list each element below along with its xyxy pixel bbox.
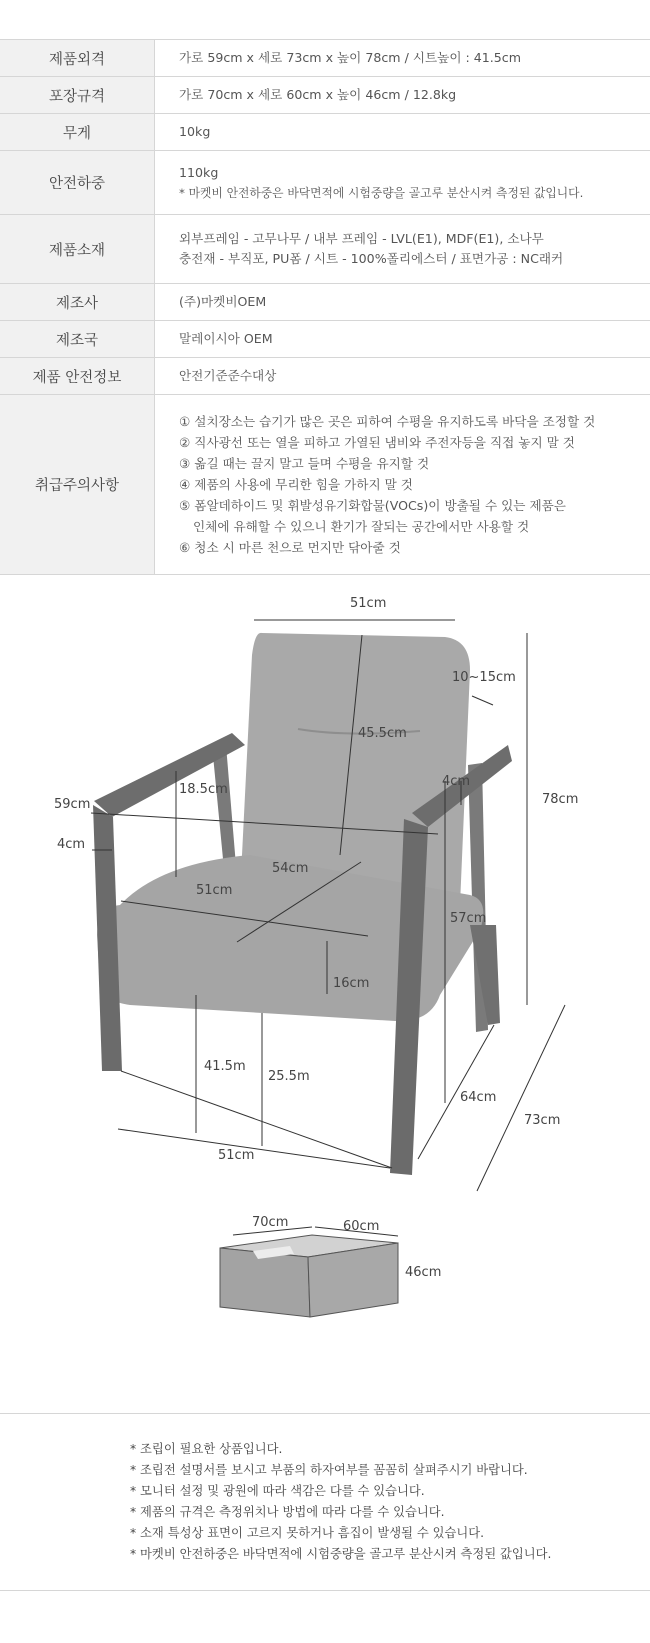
spec-value: 안전기준준수대상 bbox=[155, 358, 650, 395]
dim-seat-height: 41.5m bbox=[204, 1059, 246, 1074]
care-item: ① 설치장소는 습기가 많은 곳은 피하여 수평을 유지하도록 바닥을 조정할 것 bbox=[179, 414, 596, 429]
spec-table bbox=[0, 39, 650, 575]
care-item: 인체에 유해할 수 있으니 환기가 잘되는 공간에서만 사용할 것 bbox=[193, 519, 530, 534]
spec-row bbox=[0, 114, 650, 151]
box-height: 46cm bbox=[405, 1265, 442, 1280]
spec-row bbox=[0, 151, 650, 215]
box-width: 70cm bbox=[252, 1215, 289, 1230]
spec-label: 제품소재 bbox=[0, 215, 155, 284]
spec-value bbox=[155, 151, 650, 215]
spec-label: 제품 안전정보 bbox=[0, 358, 155, 395]
spec-label: 취급주의사항 bbox=[0, 395, 155, 575]
product-notes bbox=[130, 1439, 630, 1565]
spec-row bbox=[0, 395, 650, 575]
dim-cushion-thickness: 16cm bbox=[333, 976, 370, 991]
dim-total-width: 59cm bbox=[54, 797, 91, 812]
material-line-2: 충전재 - 부직포, PU폼 / 시트 - 100%폴리에스터 / 표면가공 : NC래커 bbox=[179, 251, 564, 266]
note-item: * 모니터 설정 및 광원에 따라 색감은 다를 수 있습니다. bbox=[130, 1484, 425, 1498]
care-item: ④ 제품의 사용에 무리한 힘을 가하지 말 것 bbox=[179, 477, 413, 492]
spec-label: 제조국 bbox=[0, 321, 155, 358]
dim-total-depth: 73cm bbox=[524, 1113, 561, 1128]
care-instructions bbox=[155, 395, 650, 575]
care-item: ② 직사광선 또는 열을 피하고 가열된 냄비와 주전자등을 직접 놓지 말 것 bbox=[179, 435, 575, 450]
care-item: ⑥ 청소 시 마른 천으로 먼지만 닦아줄 것 bbox=[179, 540, 401, 555]
care-item: ⑤ 폼알데하이드 및 휘발성유기화합물(VOCs)이 방출될 수 있는 제품은 bbox=[179, 498, 566, 513]
bottom-divider bbox=[0, 1590, 650, 1591]
dim-arm-width-right: 4cm bbox=[442, 774, 471, 789]
spec-row bbox=[0, 215, 650, 284]
dim-base-width: 51cm bbox=[218, 1148, 255, 1163]
spec-value: 10kg bbox=[155, 114, 650, 151]
spec-row bbox=[0, 77, 650, 114]
spec-row bbox=[0, 321, 650, 358]
spec-label: 포장규격 bbox=[0, 77, 155, 114]
dim-arm-width: 4cm bbox=[57, 837, 86, 852]
dim-seat-width: 51cm bbox=[196, 883, 233, 898]
spec-label: 무게 bbox=[0, 114, 155, 151]
safety-load-value: 110kg bbox=[179, 164, 219, 180]
spec-value: 말레이시아 OEM bbox=[155, 321, 650, 358]
spec-label: 안전하중 bbox=[0, 151, 155, 215]
dim-seat-depth: 54cm bbox=[272, 861, 309, 876]
care-item: ③ 옮길 때는 끌지 말고 들며 수평을 유지할 것 bbox=[179, 456, 430, 471]
spec-row bbox=[0, 40, 650, 77]
spec-row bbox=[0, 284, 650, 321]
dim-arm-height: 18.5cm bbox=[179, 782, 228, 797]
dim-under-seat: 25.5m bbox=[268, 1069, 310, 1084]
dim-back-height: 45.5cm bbox=[358, 726, 407, 741]
spec-value: 가로 59cm x 세로 73cm x 높이 78cm / 시트높이 : 41.5cm bbox=[155, 40, 650, 77]
chair-dimension-diagram bbox=[0, 595, 650, 1414]
note-item: * 소재 특성상 표면이 고르지 못하거나 흠집이 발생될 수 있습니다. bbox=[130, 1526, 485, 1540]
spec-value: 가로 70cm x 세로 60cm x 높이 46cm / 12.8kg bbox=[155, 77, 650, 114]
dim-back-thickness: 10~15cm bbox=[452, 670, 516, 685]
spec-label: 제조사 bbox=[0, 284, 155, 321]
spec-label: 제품외격 bbox=[0, 40, 155, 77]
safety-load-note: * 마켓비 안전하중은 바닥면적에 시험중량을 골고루 분산시켜 측정된 값입니다. bbox=[179, 185, 584, 200]
dim-top-width: 51cm bbox=[350, 596, 387, 611]
base-rail-front bbox=[121, 1071, 392, 1168]
chair-illustration bbox=[0, 595, 650, 1413]
dim-total-height: 78cm bbox=[542, 792, 579, 807]
dim-arm-to-floor: 57cm bbox=[450, 911, 487, 926]
material-line-1: 외부프레임 - 고무나무 / 내부 프레임 - LVL(E1), MDF(E1), 소나무 bbox=[179, 231, 544, 246]
note-item: * 마켓비 안전하중은 바닥면적에 시험중량을 골고루 분산시켜 측정된 값입니다. bbox=[130, 1547, 552, 1561]
spec-row bbox=[0, 358, 650, 395]
spec-value: (주)마켓비OEM bbox=[155, 284, 650, 321]
dim-base-depth: 64cm bbox=[460, 1090, 497, 1105]
note-item: * 조립이 필요한 상품입니다. bbox=[130, 1442, 283, 1456]
note-item: * 제품의 규격은 측정위치나 방법에 따라 다를 수 있습니다. bbox=[130, 1505, 445, 1519]
box-depth: 60cm bbox=[343, 1219, 380, 1234]
shipping-box bbox=[220, 1235, 398, 1317]
note-item: * 조립전 설명서를 보시고 부품의 하자여부를 꼼꼼히 살펴주시기 바랍니다. bbox=[130, 1463, 528, 1477]
spec-value bbox=[155, 215, 650, 284]
